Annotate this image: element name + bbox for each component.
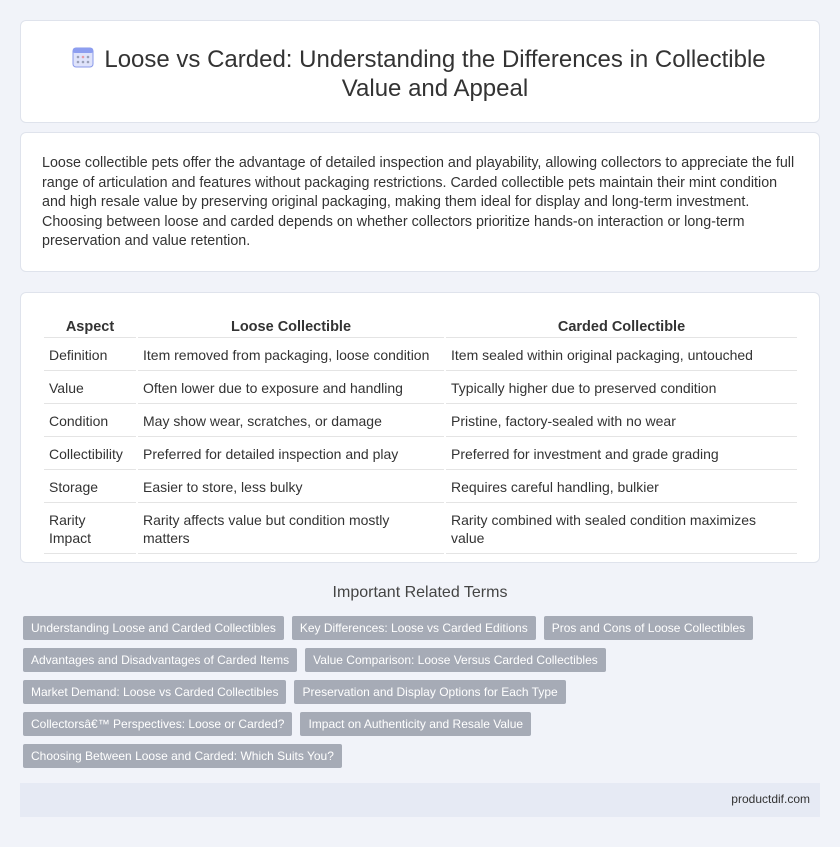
related-terms-title: Important Related Terms [332, 584, 508, 601]
cell-aspect: Collectibility [44, 439, 136, 470]
related-tag[interactable]: Understanding Loose and Carded Collectibles [23, 616, 284, 640]
cell-carded: Rarity combined with sealed condition maximizes value [446, 505, 797, 554]
header-carded: Carded Collectible [446, 317, 797, 338]
footer [20, 783, 820, 817]
tag-row [23, 744, 813, 768]
cell-loose: Rarity affects value but condition mostly matters [138, 505, 444, 554]
table-header-row [44, 317, 797, 338]
related-tag[interactable]: Market Demand: Loose vs Carded Collectibles [23, 680, 286, 704]
cell-loose: May show wear, scratches, or damage [138, 406, 444, 437]
table-row [44, 406, 797, 437]
related-tag[interactable]: Impact on Authenticity and Resale Value [300, 712, 531, 736]
page-title: Loose vs Carded: Understanding the Differences in Collectible Value and Appeal [104, 46, 766, 102]
tag-row [23, 616, 813, 640]
tag-row [23, 712, 813, 736]
cell-carded: Typically higher due to preserved condition [446, 373, 797, 404]
cell-loose: Often lower due to exposure and handling [138, 373, 444, 404]
related-tag[interactable]: Value Comparison: Loose Versus Carded Collectibles [305, 648, 606, 672]
related-tag[interactable]: Pros and Cons of Loose Collectibles [544, 616, 753, 640]
table-row [44, 439, 797, 470]
header-aspect: Aspect [44, 317, 136, 338]
intro-card [20, 132, 820, 272]
cell-carded: Item sealed within original packaging, untouched [446, 340, 797, 371]
cell-carded: Requires careful handling, bulkier [446, 472, 797, 503]
header-card [20, 20, 820, 123]
related-tag[interactable]: Choosing Between Loose and Carded: Which Suits You? [23, 744, 342, 768]
cell-carded: Preferred for investment and grade grading [446, 439, 797, 470]
cell-aspect: Value [44, 373, 136, 404]
related-tag[interactable]: Collectorsâ€™ Perspectives: Loose or Carded? [23, 712, 292, 736]
cell-loose: Preferred for detailed inspection and play [138, 439, 444, 470]
cell-aspect: Rarity Impact [44, 505, 136, 554]
related-tag[interactable]: Advantages and Disadvantages of Carded Items [23, 648, 297, 672]
tag-row [23, 648, 813, 672]
table-row [44, 472, 797, 503]
related-tag[interactable]: Preservation and Display Options for Each Type [294, 680, 565, 704]
table-row [44, 340, 797, 371]
cell-loose: Easier to store, less bulky [138, 472, 444, 503]
related-tag[interactable]: Key Differences: Loose vs Carded Editions [292, 616, 536, 640]
related-tags [23, 616, 813, 776]
cell-aspect: Storage [44, 472, 136, 503]
cell-loose: Item removed from packaging, loose condition [138, 340, 444, 371]
table-row [44, 373, 797, 404]
footer-site-name: productdif.com [731, 792, 810, 806]
cell-aspect: Condition [44, 406, 136, 437]
table-row [44, 505, 797, 554]
cell-carded: Pristine, factory-sealed with no wear [446, 406, 797, 437]
cell-aspect: Definition [44, 340, 136, 371]
comparison-table-card [20, 292, 820, 563]
tag-row [23, 680, 813, 704]
intro-paragraph: Loose collectible pets offer the advantage of detailed inspection and playability, allowing collectors to appreciate the full range of articulation and features without packaging restrictions. Carded collectible pets maintain their mint condition and high resale value by preserving original packaging, making them ideal for display and long-term investment. Choosing between loose and carded depends on whether collectors prioritize hands-on interaction or long-term preservation and value retention. [42, 155, 795, 250]
comparison-table [42, 315, 799, 556]
header-loose: Loose Collectible [138, 317, 444, 338]
